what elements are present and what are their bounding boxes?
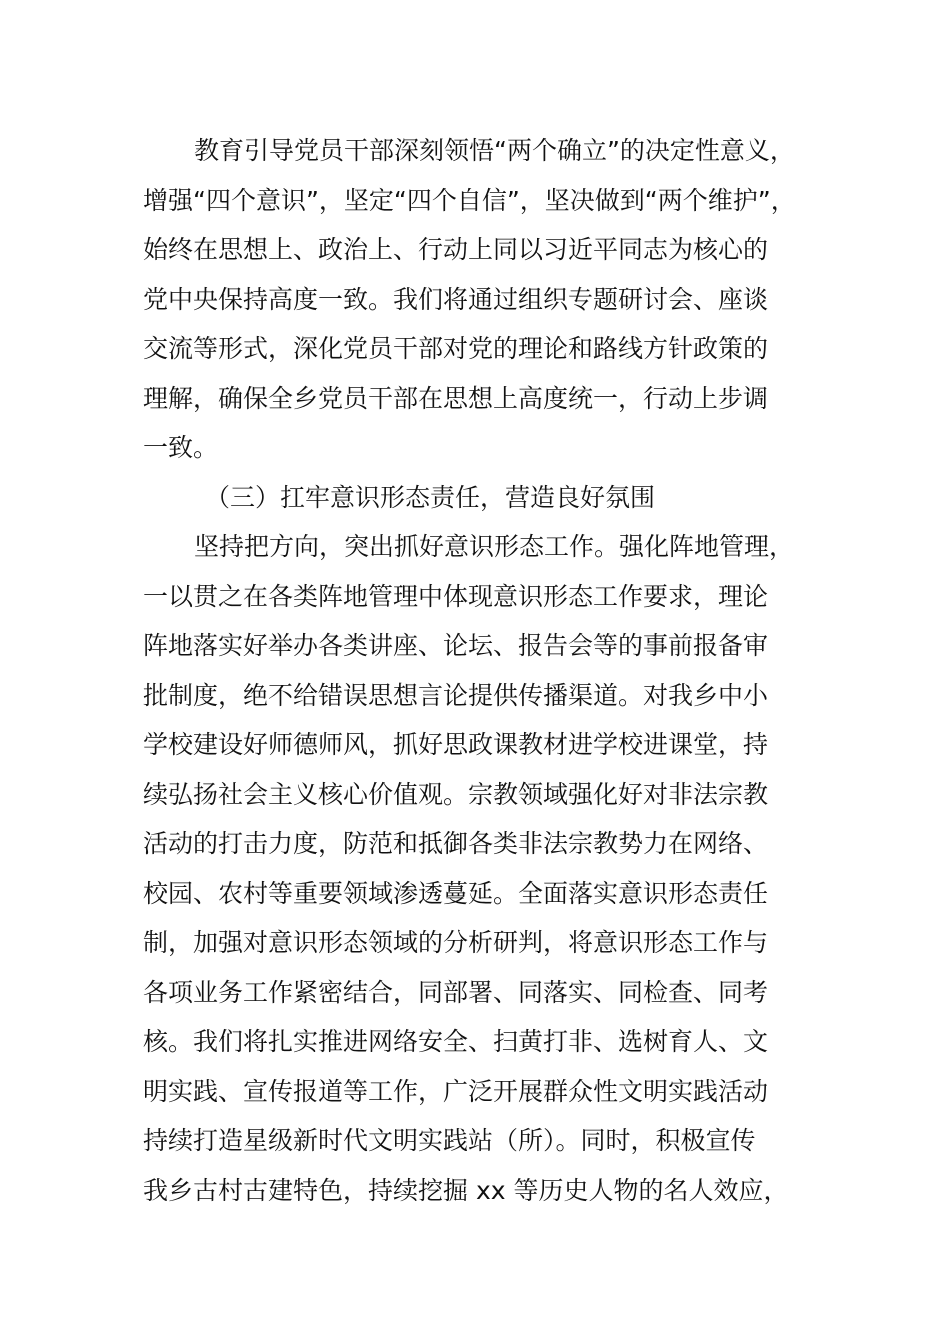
text-line: 活动的打击力度，防范和抵御各类非法宗教势力在网络、 (143, 829, 769, 858)
text-line: 一致。 (143, 433, 219, 462)
text-line: 学校建设好师德师风，抓好思政课教材进学校进课堂，持 (143, 730, 769, 759)
text-line: 一以贯之在各类阵地管理中体现意识形态工作要求，理论 (143, 581, 769, 611)
section-heading (143, 473, 815, 523)
text-line: 阵地落实好举办各类讲座、论坛、报告会等的事前报备审 (143, 631, 769, 660)
text-line: 我乡古村古建特色，持续挖掘 xx 等历史人物的名人效应， (143, 1175, 789, 1205)
paragraph-ideology-guidance (143, 126, 815, 473)
text-line: 始终在思想上、政治上、行动上同以习近平同志为核心的 (143, 235, 769, 264)
text-line: 坚持把方向，突出抓好意识形态工作。强化阵地管理， (194, 532, 795, 561)
document-body (143, 126, 815, 1215)
text-line: 增强“四个意识”，坚定“四个自信”，坚决做到“两个维护”， (143, 185, 796, 215)
text-line: 各项业务工作紧密结合，同部署、同落实、同检查、同考 (143, 977, 769, 1007)
text-line: 制，加强对意识形态领域的分析研判，将意识形态工作与 (143, 928, 769, 957)
text-line: 批制度，绝不给错误思想言论提供传播渠道。对我乡中小 (143, 680, 769, 710)
text-line: 续弘扬社会主义核心价值观。宗教领域强化好对非法宗教 (143, 779, 769, 809)
text-line: 持续打造星级新时代文明实践站（所）。同时，积极宣传 (143, 1126, 756, 1155)
text-line: 党中央保持高度一致。我们将通过组织专题研讨会、座谈 (143, 284, 769, 314)
section-heading-text: （三）扛牢意识形态责任，营造良好氛围 (205, 482, 656, 512)
text-line: 核。我们将扎实推进网络安全、扫黄打非、选树育人、文 (143, 1027, 769, 1056)
text-line: 交流等形式，深化党员干部对党的理论和路线方针政策的 (143, 334, 769, 363)
paragraph-ideology-responsibility (143, 522, 815, 1215)
text-line: 教育引导党员干部深刻领悟“两个确立”的决定性意义， (194, 136, 795, 165)
text-line: 明实践、宣传报道等工作，广泛开展群众性文明实践活动 (143, 1076, 769, 1106)
text-line: 理解，确保全乡党员干部在思想上高度统一，行动上步调 (143, 383, 769, 413)
text-line: 校园、农村等重要领域渗透蔓延。全面落实意识形态责任 (143, 878, 769, 908)
